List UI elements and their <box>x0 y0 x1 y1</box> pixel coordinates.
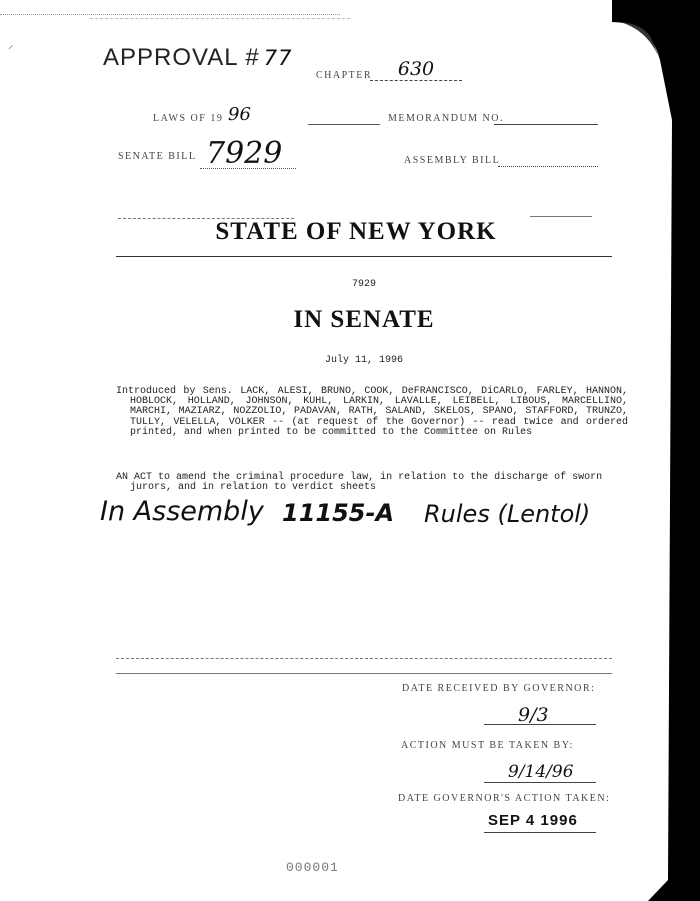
assembly-bill-line <box>498 166 598 167</box>
title-rule-bottom <box>116 256 612 257</box>
action-must-value: 9/14/96 <box>508 762 574 782</box>
state-title: STATE OF NEW YORK <box>215 218 497 245</box>
bill-date: July 11, 1996 <box>324 355 403 366</box>
approval-number: 77 <box>263 46 293 70</box>
page-stamp-number: 000001 <box>286 860 339 875</box>
section-rule-bottom <box>116 673 612 674</box>
handwritten-assembly-number: 11155-A <box>282 499 395 527</box>
bill-number: 7929 <box>351 279 376 290</box>
laws-of-value: 96 <box>228 104 251 125</box>
introduced-by-paragraph <box>116 387 628 438</box>
date-received-line <box>484 724 596 725</box>
senate-bill-value: 7929 <box>206 136 283 171</box>
chapter-line <box>370 80 462 81</box>
introduced-text: by Sens. LACK, ALESI, BRUNO, COOK, DeFRANCISCO, DiCARLO, FARLEY, HANNON, HOBLOCK, HOLLAND, JOHNSON, KUHL, LARKIN, LAVALLE, LEIBELL, LIBOUS, MARCELLINO, MARCHI, MAZIARZ, NOZZOLIO, PADAVAN, RATH, SALAND, SKELOS, SPANO, STAFFORD, TRUNZO, TULLY, VELELLA, VOLKER -- (at request of the Governor) -- read twice and ordered printed, and when printed to be committed to the Committee on Rules <box>130 386 628 438</box>
corner-mark: ⸍ <box>8 44 14 56</box>
action-taken-stamp: SEP 4 1996 <box>488 812 578 829</box>
senate-bill-label: SENATE BILL <box>118 151 197 162</box>
senate-bill-line <box>200 168 296 169</box>
memorandum-label: MEMORANDUM NO. <box>388 113 505 124</box>
action-must-line <box>484 782 596 783</box>
handwritten-in-assembly: In Assembly <box>100 496 264 527</box>
date-received-value: 9/3 <box>518 704 549 726</box>
laws-line <box>308 124 380 125</box>
handwritten-rules-note: Rules (Lentol) <box>424 500 591 528</box>
memorandum-line <box>494 124 598 125</box>
top-scan-line <box>0 14 340 15</box>
top-scan-line-2 <box>90 18 350 19</box>
assembly-bill-label: ASSEMBLY BILL <box>404 155 501 166</box>
chapter-value: 630 <box>397 58 435 80</box>
act-text: to amend the criminal procedure law, in relation to the discharge of sworn jurors, and in relation to verdict sheets <box>130 472 603 494</box>
action-taken-line <box>484 832 596 833</box>
title-rule-top-right <box>530 216 592 217</box>
approval-heading <box>103 44 292 72</box>
approval-label: APPROVAL # <box>103 44 260 71</box>
act-label: AN ACT <box>116 472 153 483</box>
act-paragraph <box>116 473 628 493</box>
introduced-label: Introduced <box>116 386 177 397</box>
action-must-label: ACTION MUST BE TAKEN BY: <box>401 740 574 751</box>
chamber-heading: IN SENATE <box>293 306 435 333</box>
section-rule-top <box>116 658 612 659</box>
date-received-label: DATE RECEIVED BY GOVERNOR: <box>402 683 596 694</box>
action-taken-label: DATE GOVERNOR'S ACTION TAKEN: <box>398 793 611 804</box>
chapter-label: CHAPTER <box>316 70 373 81</box>
laws-of-label: LAWS OF 19 <box>153 113 224 124</box>
